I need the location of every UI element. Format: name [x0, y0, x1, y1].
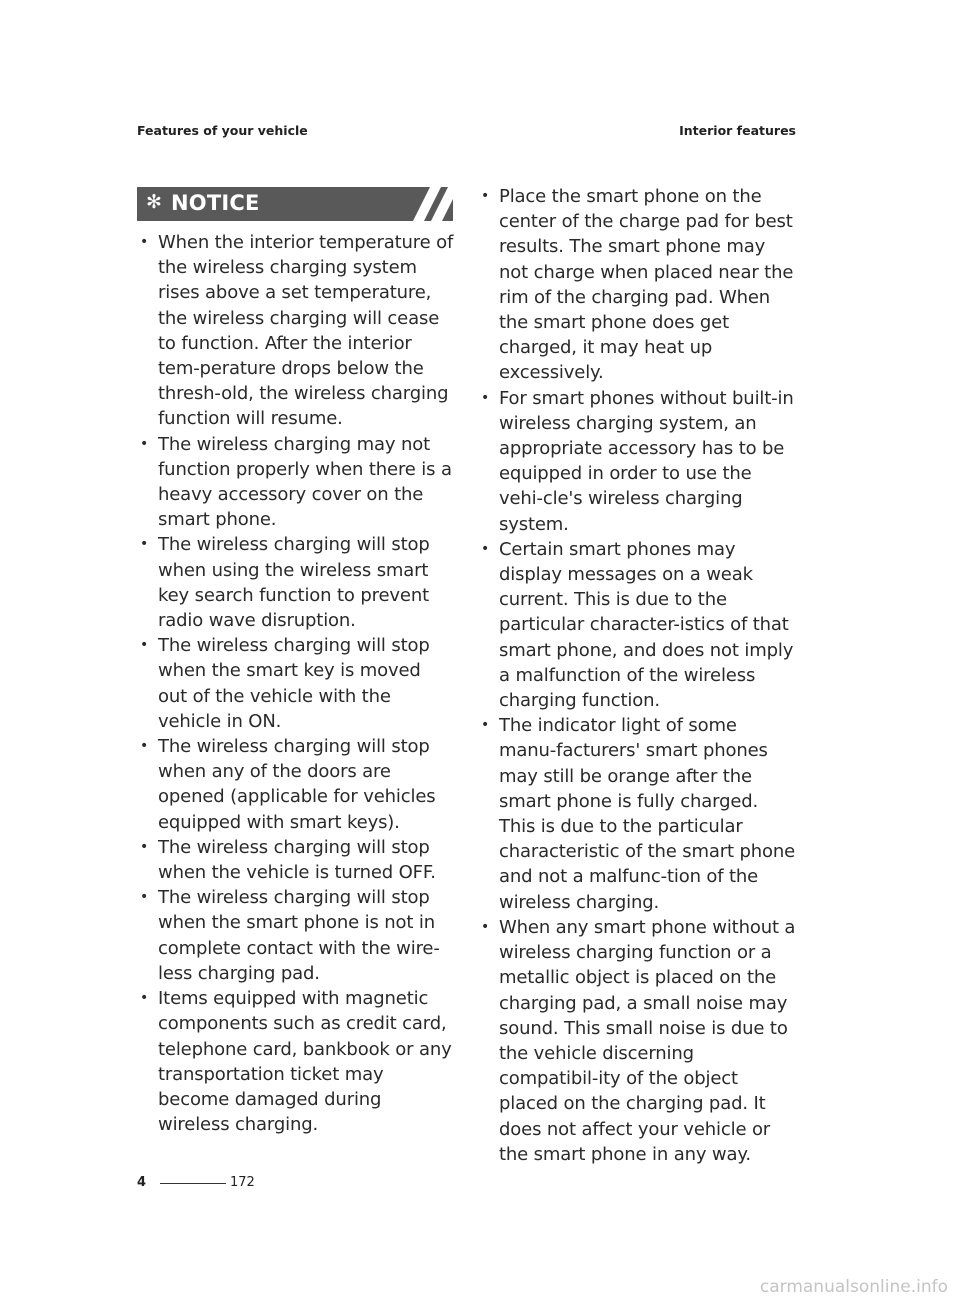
bullet-marker: • [140, 637, 149, 654]
list-item-text: Place the smart phone on the center of the charge pad for best results. The smart phone may not charge when placed near the rim of the charging pad. When the smart phone does get charged, it may heat up excessively. [499, 186, 794, 384]
list-item-text: The wireless charging will stop when the vehicle is turned OFF. [158, 836, 436, 884]
list-item-text: The wireless charging will stop when the smart key is moved out of the vehicle with the vehicle in ON. [158, 635, 430, 732]
list-item [137, 885, 455, 986]
list-item [478, 386, 798, 537]
bullet-marker: • [481, 918, 490, 935]
notice-slash-decoration-icon [393, 187, 453, 221]
list-item [137, 986, 455, 1137]
list-item [478, 713, 798, 915]
bullet-marker: • [481, 540, 490, 557]
bullet-marker: • [140, 234, 149, 250]
list-item-text: Items equipped with magnetic components such as credit card, telephone card, bankbook or any transportation ticket may become damaged during wireless charging. [158, 988, 452, 1136]
chapter-number: 4 [137, 1175, 147, 1190]
notice-star-icon: ✻ [146, 191, 162, 213]
list-item-text: Certain smart phones may display messages on a weak current. This is due to the particular character-istics of that smart phone, and does not imply a malfunction of the wireless charging function. [499, 538, 794, 712]
list-item [137, 835, 455, 885]
footer-divider [160, 1183, 226, 1184]
list-item [478, 184, 798, 386]
list-item-text: The wireless charging will stop when any of the doors are opened (applicable for vehicles equipped with smart keys). [158, 736, 436, 833]
bullet-marker: • [140, 990, 149, 1007]
running-header-subsection: Interior features [679, 123, 796, 138]
list-item [137, 734, 455, 835]
bullet-marker: • [140, 738, 149, 755]
tips-list [478, 184, 798, 1167]
list-item [137, 532, 455, 633]
bullet-marker: • [481, 389, 490, 406]
list-item-text: The wireless charging will stop when using the wireless smart key search function to prevent radio wave disruption. [158, 534, 430, 632]
notice-title: NOTICE [171, 191, 260, 215]
list-item [137, 633, 455, 734]
page-number: 172 [230, 1175, 255, 1190]
bullet-marker: • [140, 536, 149, 553]
list-item [478, 537, 798, 713]
list-item [478, 915, 798, 1167]
list-item-text: When any smart phone without a wireless charging function or a metallic object is placed on the charging pad, a small noise may sound. This small noise is due to the vehicle discerning compatibil-ity of the object placed on the charging pad. It does not affect your vehicle or the smart phone in any way. [499, 916, 796, 1165]
list-item-text: The indicator light of some manu-facturers' smart phones may still be orange after the smart phone is fully charged. This is due to the particular characteristic of the smart phone and not a malfunc-tion of the wireless charging. [499, 715, 796, 913]
list-item [137, 432, 455, 533]
list-item-text: The wireless charging may not function properly when there is a heavy accessory cover on the smart phone. [158, 433, 452, 531]
left-column [137, 230, 455, 1137]
bullet-marker: • [481, 188, 490, 204]
notice-banner [137, 187, 453, 221]
watermark: carmanualsonline.info [759, 1277, 948, 1297]
bullet-marker: • [481, 717, 490, 734]
bullet-marker: • [140, 889, 149, 906]
list-item-text: The wireless charging will stop when the smart phone is not in complete contact with the wire-less charging pad. [158, 887, 440, 984]
right-column [478, 184, 798, 1167]
list-item-text: When the interior temperature of the wireless charging system rises above a set temperature, the wireless charging will cease to function. After the interior tem-perature drops below the thresh-old, the wireless charging function will resume. [158, 232, 454, 430]
notice-list [137, 230, 455, 1137]
list-item-text: For smart phones without built-in wireless charging system, an appropriate accessory has to be equipped in order to use the vehi-cle's wireless charging system. [499, 387, 794, 535]
list-item [137, 230, 455, 432]
bullet-marker: • [140, 838, 149, 855]
bullet-marker: • [140, 435, 149, 452]
running-header-section: Features of your vehicle [137, 123, 308, 138]
